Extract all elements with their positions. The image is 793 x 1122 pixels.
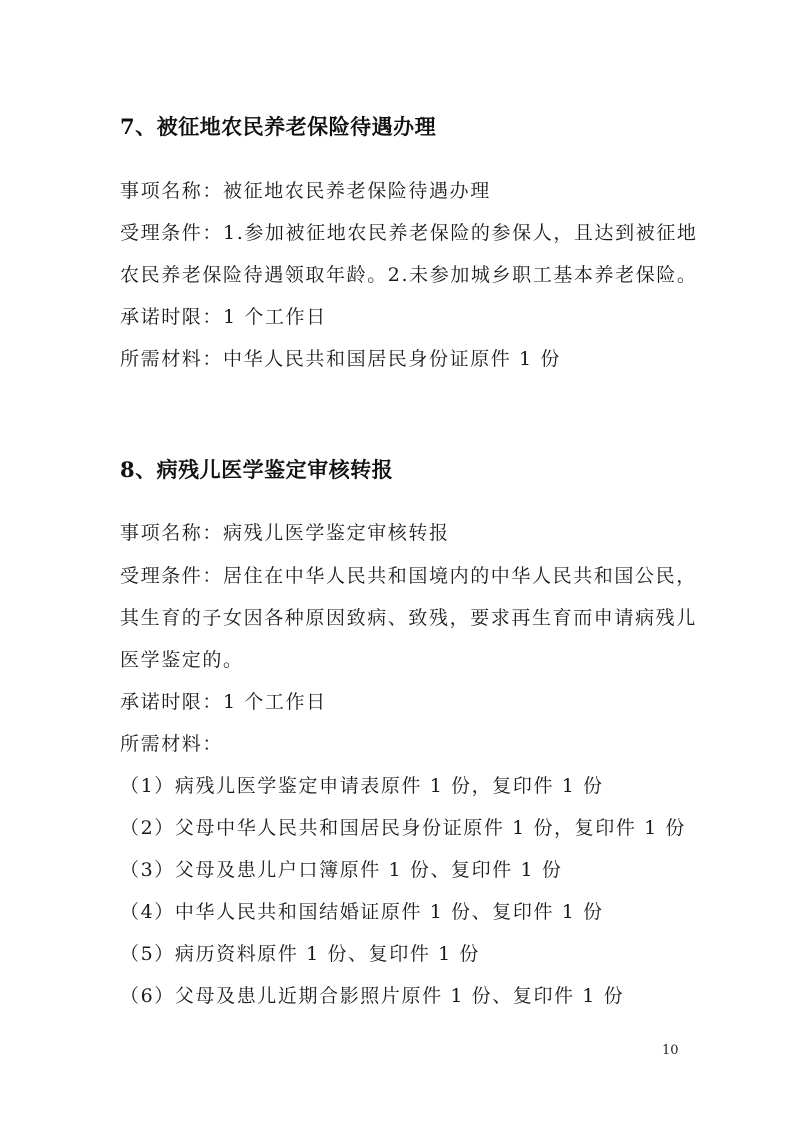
section-7-time-limit: 承诺时限：1 个工作日: [120, 306, 327, 328]
section-8-conditions-line-3: 医学鉴定的。: [120, 649, 244, 671]
section-8-heading: 8、病残儿医学鉴定审核转报: [120, 457, 394, 482]
page-number: 10: [662, 1043, 679, 1058]
section-8-materials-label: 所需材料：: [120, 733, 224, 755]
section-8-conditions-line-2: 其生育的子女因各种原因致病、致残，要求再生育而申请病残儿: [120, 607, 697, 629]
section-8-material-4: （4）中华人民共和国结婚证原件 1 份、复印件 1 份: [120, 901, 604, 923]
section-8-material-6: （6）父母及患儿近期合影照片原件 1 份、复印件 1 份: [120, 985, 625, 1007]
section-8-material-5: （5）病历资料原件 1 份、复印件 1 份: [120, 943, 481, 965]
section-8-item-name: 事项名称：病残儿医学鉴定审核转报: [120, 522, 450, 544]
section-8-material-3: （3）父母及患儿户口簿原件 1 份、复印件 1 份: [120, 859, 563, 881]
section-8-material-1: （1）病残儿医学鉴定申请表原件 1 份，复印件 1 份: [120, 775, 604, 797]
section-7-materials: 所需材料：中华人民共和国居民身份证原件 1 份: [120, 348, 561, 370]
section-8-conditions-line-1: 受理条件：居住在中华人民共和国境内的中华人民共和国公民，: [120, 565, 697, 587]
section-8-time-limit: 承诺时限：1 个工作日: [120, 691, 327, 713]
section-7-conditions-line-1: 受理条件：1.参加被征地农民养老保险的参保人，且达到被征地: [120, 222, 698, 244]
section-7-item-name: 事项名称：被征地农民养老保险待遇办理: [120, 180, 491, 202]
section-8-material-2: （2）父母中华人民共和国居民身份证原件 1 份，复印件 1 份: [120, 817, 687, 839]
section-7-conditions-line-2: 农民养老保险待遇领取年龄。2.未参加城乡职工基本养老保险。: [120, 264, 698, 286]
section-7-heading: 7、被征地农民养老保险待遇办理: [120, 114, 437, 139]
